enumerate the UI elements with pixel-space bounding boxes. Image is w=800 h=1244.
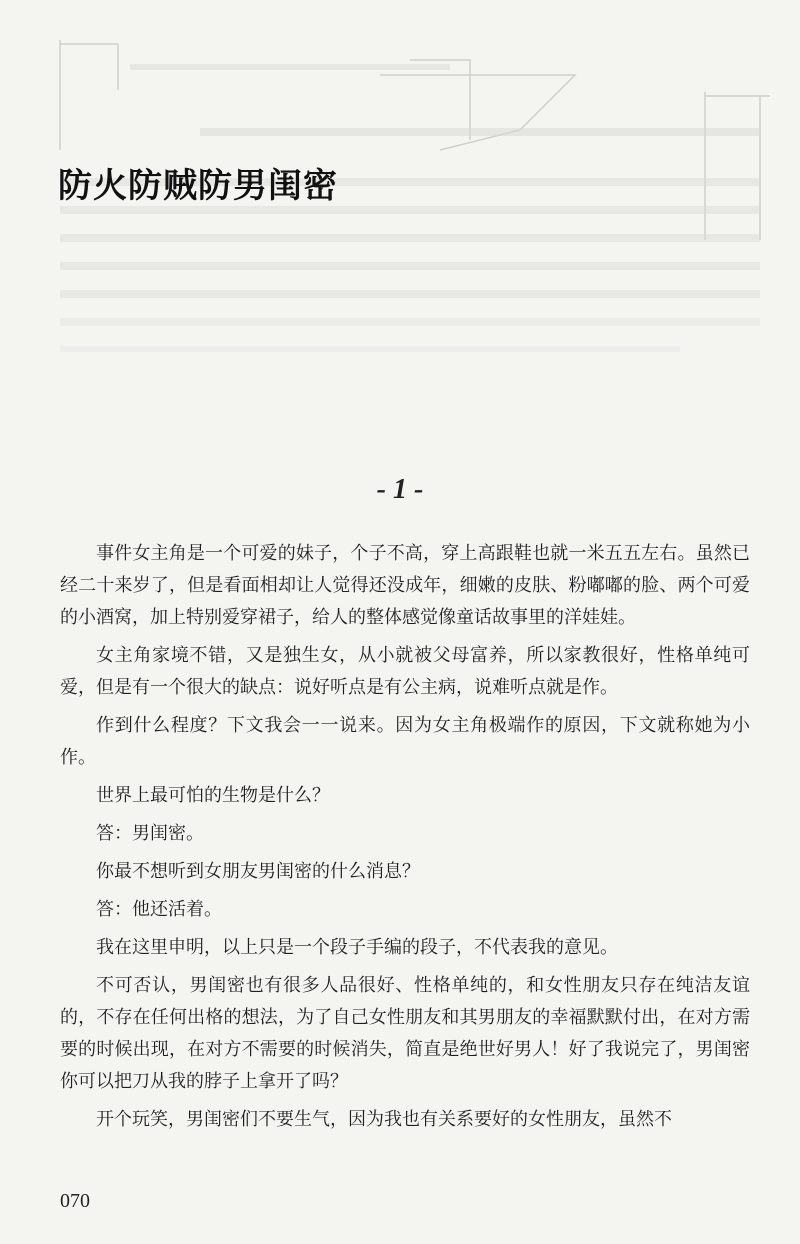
paragraph: 女主角家境不错，又是独生女，从小就被父母富养，所以家教很好，性格单纯可爱，但是有一个很大的缺点：说好听点是有公主病，说难听点就是作。 xyxy=(60,645,750,698)
paragraph: 作到什么程度？下文我会一一说来。因为女主角极端作的原因，下文就称她为小作。 xyxy=(60,715,750,768)
paragraph: 事件女主角是一个可爱的妹子，个子不高，穿上高跟鞋也就一米五五左右。虽然已经二十来岁了，但是看面相却让人觉得还没成年，细嫩的皮肤、粉嘟嘟的脸、两个可爱的小酒窝，加上特别爱穿裙子，给人的整体感觉像童话故事里的洋娃娃。 xyxy=(60,543,750,628)
paragraph: 开个玩笑，男闺密们不要生气，因为我也有关系要好的女性朋友，虽然不 xyxy=(96,1109,672,1130)
paragraph: 不可否认，男闺密也有很多人品很好、性格单纯的，和女性朋友只存在纯洁友谊的，不存在任何出格的想法，为了自己女性朋友和其男朋友的幸福默默付出，在对方需要的时候出现，在对方不需要的时候消失，简直是绝世好男人！好了我说完了，男闺密你可以把刀从我的脖子上拿开了吗？ xyxy=(60,975,750,1092)
chapter-title: 防火防贼防男闺密 xyxy=(58,166,338,206)
paragraph: 你最不想听到女朋友男闺密的什么消息？ xyxy=(96,861,420,882)
body-text xyxy=(60,538,750,1142)
paragraph: 答：男闺密。 xyxy=(96,823,204,844)
page-number: 070 xyxy=(60,1190,90,1212)
paragraph: 我在这里申明，以上只是一个段子手编的段子，不代表我的意见。 xyxy=(96,937,618,958)
paragraph: 答：他还活着。 xyxy=(96,899,222,920)
paragraph: 世界上最可怕的生物是什么？ xyxy=(96,785,330,806)
section-number: - 1 - xyxy=(376,474,424,505)
